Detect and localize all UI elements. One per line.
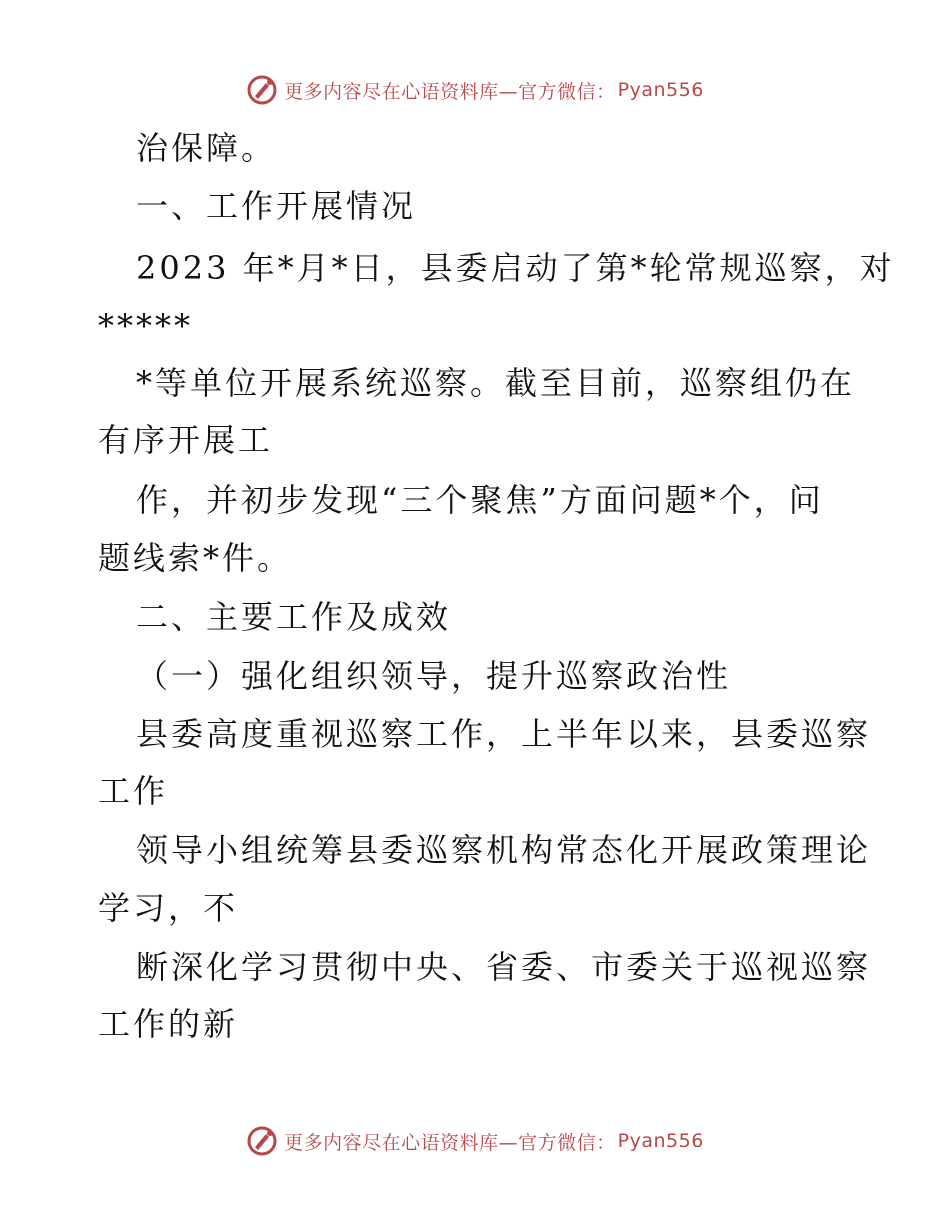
body-line: 题线索*件。 (98, 539, 293, 577)
watermark-header (0, 68, 950, 112)
brand-logo-icon (246, 74, 278, 106)
section-heading: 二、主要工作及成效 (136, 598, 452, 636)
section-heading: 一、工作开展情况 (136, 187, 417, 225)
watermark-text: 更多内容尽在心语资料库—官方微信： (284, 1131, 616, 1154)
subsection-heading: （一）强化组织领导，提升巡察政治性 (136, 657, 732, 695)
watermark-footer (0, 1119, 950, 1163)
body-line: 有序开展工 (98, 421, 274, 459)
brand-logo-icon (246, 1125, 278, 1157)
body-line: 学习，不 (98, 889, 239, 927)
watermark-wechat-id: Pyan556 (617, 79, 704, 101)
body-line: 治保障。 (136, 129, 277, 167)
body-line: 作，并初步发现“三个聚焦”方面问题*个，问 (136, 481, 824, 519)
body-line: 工作 (98, 772, 169, 810)
body-line: ***** (98, 307, 193, 345)
body-line: 县委高度重视巡察工作，上半年以来，县委巡察 (136, 715, 872, 753)
watermark-wechat-id: Pyan556 (617, 1130, 704, 1152)
watermark-text: 更多内容尽在心语资料库—官方微信： (284, 80, 616, 103)
body-line: 2023 年*月*日，县委启动了第*轮常规巡察，对 (136, 249, 895, 287)
body-line: 工作的新 (98, 1005, 239, 1043)
body-line: *等单位开展系统巡察。截至目前，巡察组仍在 (136, 364, 856, 402)
body-line: 领导小组统筹县委巡察机构常态化开展政策理论 (136, 831, 872, 869)
body-line: 断深化学习贯彻中央、省委、市委关于巡视巡察 (136, 948, 872, 986)
